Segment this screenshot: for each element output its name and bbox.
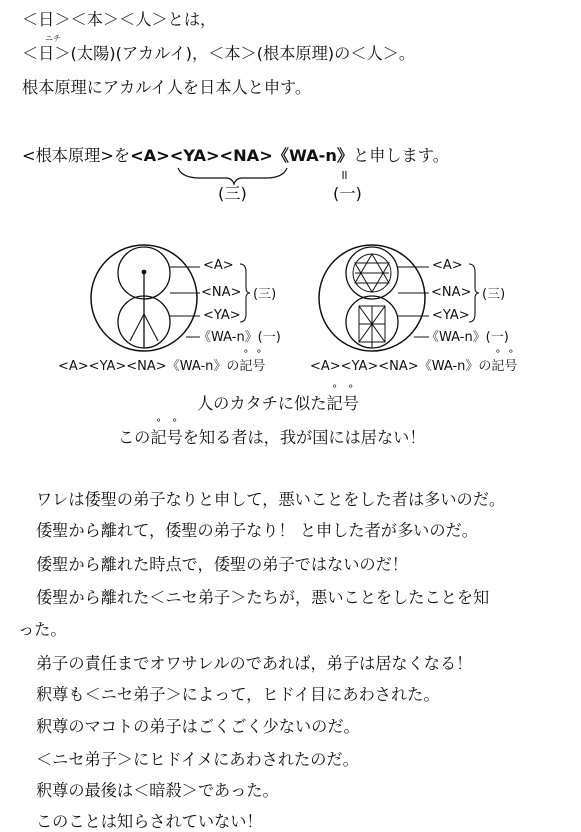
right-wan-label: 《WA-n》(一) bbox=[426, 330, 509, 345]
right-label-a: <A> bbox=[432, 258, 463, 273]
right-label-na: <NA> bbox=[431, 285, 472, 300]
formula-terms: <A><YA><NA>《WA-n》 bbox=[130, 146, 354, 165]
intro-line-2: ＜日＞(太陽)(アカルイ)，＜本＞(根本原理)の＜人＞。 bbox=[22, 44, 416, 63]
human-shape-kigo-1: ° 記 bbox=[327, 394, 343, 414]
paragraph-10: このことは知らされていない！ bbox=[36, 812, 263, 831]
formula-brace bbox=[0, 166, 581, 206]
intro-line-1: ＜日＞＜本＞＜人＞とは， bbox=[22, 10, 217, 29]
warning-kigo-2: ° 号 bbox=[167, 428, 183, 448]
ruby-nichi: ニチ bbox=[45, 34, 61, 43]
paragraph-9: 釈尊の最後は＜暗殺＞であった。 bbox=[36, 781, 279, 800]
warning-suffix: を知る者は，我が国には居ない！ bbox=[182, 428, 426, 447]
intro-line-3: 根本原理にアカルイ人を日本人と申す。 bbox=[22, 78, 312, 97]
right-label-ya: <YA> bbox=[432, 308, 470, 323]
formula-prefix: <根本原理>を bbox=[22, 146, 131, 165]
paragraph-7: 釈尊のマコトの弟子はごくごく少ないのだ。 bbox=[36, 717, 360, 736]
label-one: (一) bbox=[333, 184, 362, 203]
caption-right-kigo-2: ° 号 bbox=[504, 359, 517, 375]
warning-line bbox=[118, 428, 426, 448]
formula-suffix: と申します。 bbox=[353, 146, 449, 165]
left-label-na: <NA> bbox=[201, 285, 242, 300]
paragraph-4: 倭聖から離れた＜ニセ弟子＞たちが，悪いことをしたことを知 bbox=[36, 588, 490, 607]
caption-left-prefix: <A><YA><NA>《WA-n》の bbox=[58, 359, 240, 374]
warning-prefix: この bbox=[118, 428, 151, 447]
paragraph-6: 釈尊も＜ニセ弟子＞によって，ヒドイ目にあわされた。 bbox=[36, 685, 440, 704]
paragraph-4-continued: った。 bbox=[18, 620, 67, 639]
human-shape-caption bbox=[197, 394, 359, 414]
paragraph-2: 倭聖から離れて，倭聖の弟子なり！ と申した者が多いのだ。 bbox=[36, 521, 478, 540]
caption-left bbox=[58, 359, 265, 375]
caption-right-kigo-1: ° 記 bbox=[491, 359, 504, 375]
human-shape-kigo-2: ° 号 bbox=[343, 394, 359, 414]
caption-right-prefix: <A><YA><NA>《WA-n》の bbox=[310, 359, 492, 374]
paragraph-3: 倭聖から離れた時点で，倭聖の弟子ではないのだ！ bbox=[36, 555, 408, 574]
formula-line bbox=[22, 146, 449, 166]
paragraph-5: 弟子の責任までオワサレルのであれば，弟子は居なくなる！ bbox=[36, 654, 473, 673]
left-label-a: <A> bbox=[203, 258, 234, 273]
paragraph-8: ＜ニセ弟子＞にヒドイメにあわされたのだ。 bbox=[36, 750, 359, 769]
left-label-ya: <YA> bbox=[203, 308, 241, 323]
left-wan-label: 《WA-n》(一) bbox=[198, 330, 281, 345]
caption-left-kigo-1: ° 記 bbox=[239, 359, 252, 375]
brace-label-three: (三) bbox=[218, 184, 247, 203]
caption-left-kigo-2: ° 号 bbox=[252, 359, 265, 375]
paragraph-1: ワレは倭聖の弟子なりと申して，悪いことをした者は多いのだ。 bbox=[36, 490, 506, 509]
caption-right bbox=[310, 359, 517, 375]
human-shape-prefix: 人のカタチに似た bbox=[197, 394, 327, 413]
right-brace-label: (三) bbox=[482, 287, 506, 302]
left-brace-label: (三) bbox=[253, 287, 277, 302]
equal-mark: ॥ bbox=[340, 168, 348, 183]
warning-kigo-1: ° 記 bbox=[150, 428, 166, 448]
